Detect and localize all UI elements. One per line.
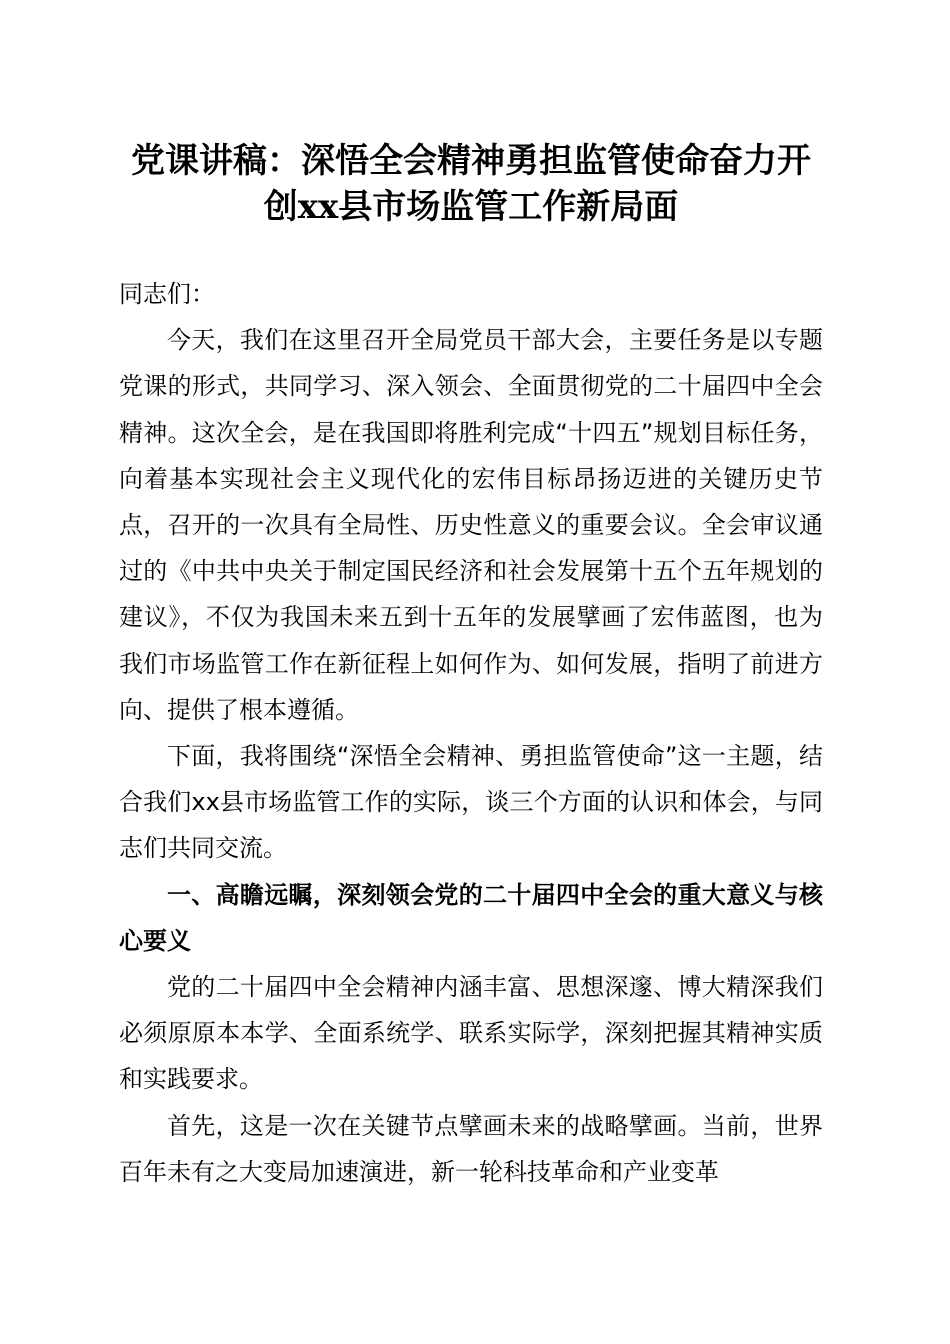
- paragraph-section1-intro: 党的二十届四中全会精神内涵丰富、思想深邃、博大精深我们必须原原本本学、全面系统学、联系实际学，深刻把握其精神实质和实践要求。: [119, 973, 823, 1094]
- section-heading-1: 一、高瞻远瞩，深刻领会党的二十届四中全会的重大意义与核心要义: [119, 880, 823, 955]
- salutation: 同志们：: [119, 280, 215, 308]
- document-title: [119, 138, 823, 230]
- paragraph-outline: 下面，我将围绕“深悟全会精神、勇担监管使命”这一主题，结合我们xx县市场监管工作的实际，谈三个方面的认识和体会，与同志们共同交流。: [119, 742, 823, 863]
- paragraph-section1-first: 首先，这是一次在关键节点擘画未来的战略擘画。当前，世界百年未有之大变局加速演进，新一轮科技革命和产业变革: [119, 1111, 823, 1186]
- title-line-2: 创xx县市场监管工作新局面: [263, 187, 679, 227]
- paragraph-intro: 今天，我们在这里召开全局党员干部大会，主要任务是以专题党课的形式，共同学习、深入领会、全面贯彻党的二十届四中全会精神。这次全会，是在我国即将胜利完成“十四五”规划目标任务，向着基本实现社会主义现代化的宏伟目标昂扬迈进的关键历史节点，召开的一次具有全局性、历史性意义的重要会议。全会审议通过的《中共中央关于制定国民经济和社会发展第十五个五年规划的建议》，不仅为我国未来五到十五年的发展擘画了宏伟蓝图，也为我们市场监管工作在新征程上如何作为、如何发展，指明了前进方向、提供了根本遵循。: [119, 326, 823, 724]
- title-line-1: 党课讲稿：深悟全会精神勇担监管使命奋力开: [131, 141, 811, 181]
- document-page: [119, 138, 823, 1195]
